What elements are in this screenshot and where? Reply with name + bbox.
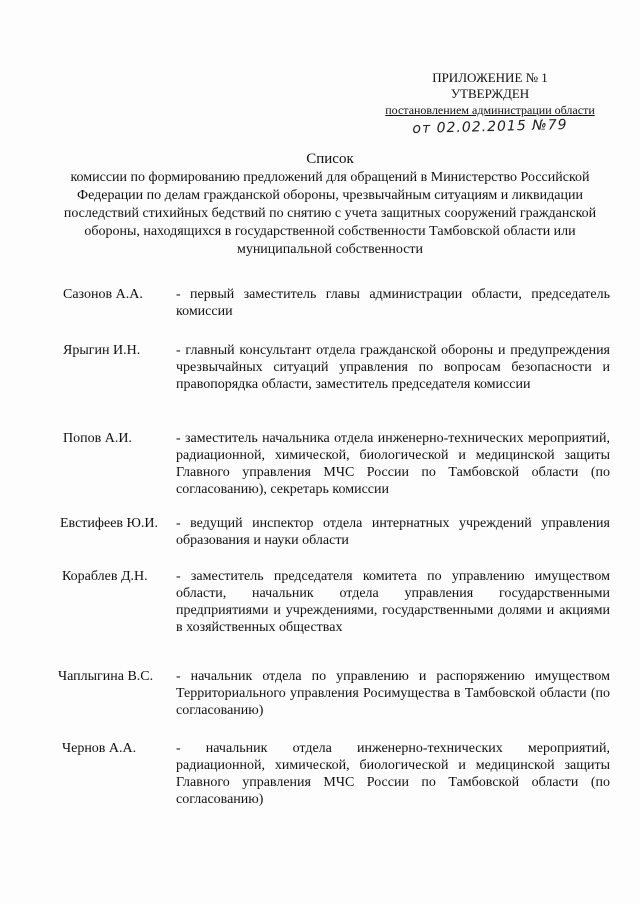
member-name: Попов А.И. [63, 431, 132, 446]
member-name: Кораблев Д.Н. [62, 569, 148, 584]
member-role: - ведущий инспектор отдела интернатных учреждений управления образования и науки области [176, 516, 610, 548]
approved-label: УТВЕРЖДЕН [450, 86, 530, 101]
member-role: - заместитель председателя комитета по управлению имуществом области, начальник отдела управления государственными предприятиями и учреждениями, государственными долями и акциями в хозяйственных обществах [176, 569, 610, 635]
appendix-label: ПРИЛОЖЕНИЕ № 1 [432, 70, 548, 85]
member-name: Чернов А.А. [62, 741, 137, 756]
member-role: - начальник отдела по управлению и распоряжению имуществом Территориального управления Росимущества в Тамбовской области (по согласованию) [176, 669, 610, 718]
member-role: - первый заместитель главы администрации области, председатель комиссии [176, 287, 610, 319]
document-subtitle: комиссии по формированию предложений для обращений в Министерство Российской Федерации по делам гражданской обороны, чрезвычайным ситуациям и ликвидации последствий стихийных бедствий по снятию с учета защитных сооружений гражданской обороны, находящихся в государственной собственности Тамбовской области или муниципальной собственности [63, 170, 597, 257]
handwritten-date-number: от 02.02.2015 №79 [412, 116, 568, 138]
member-role: - главный консультант отдела гражданской обороны и предупреждения чрезвычайных ситуаций управления по вопросам безопасности и правопорядка области, заместитель председателя комиссии [176, 343, 610, 392]
member-name: Сазонов А.А. [63, 287, 143, 302]
decree-label: постановлением администрации области [385, 103, 595, 117]
member-name: Чаплыгина В.С. [58, 669, 154, 684]
approval-block [370, 70, 610, 138]
member-name: Евстифеев Ю.И. [60, 516, 159, 531]
member-role: - начальник отдела инженерно-технических мероприятий, радиационной, химической, биологической и медицинской защиты Главного управления МЧС России по Тамбовской области (по согласованию) [176, 741, 610, 807]
document-heading [60, 150, 600, 259]
member-role: - заместитель начальника отдела инженерно-технических мероприятий, радиационной, химической, биологической и медицинской защиты Главного управления МЧС России по Тамбовской области (по согласованию), секретарь комиссии [176, 431, 610, 497]
document-title: Список [306, 151, 354, 167]
member-name: Ярыгин И.Н. [63, 343, 141, 358]
